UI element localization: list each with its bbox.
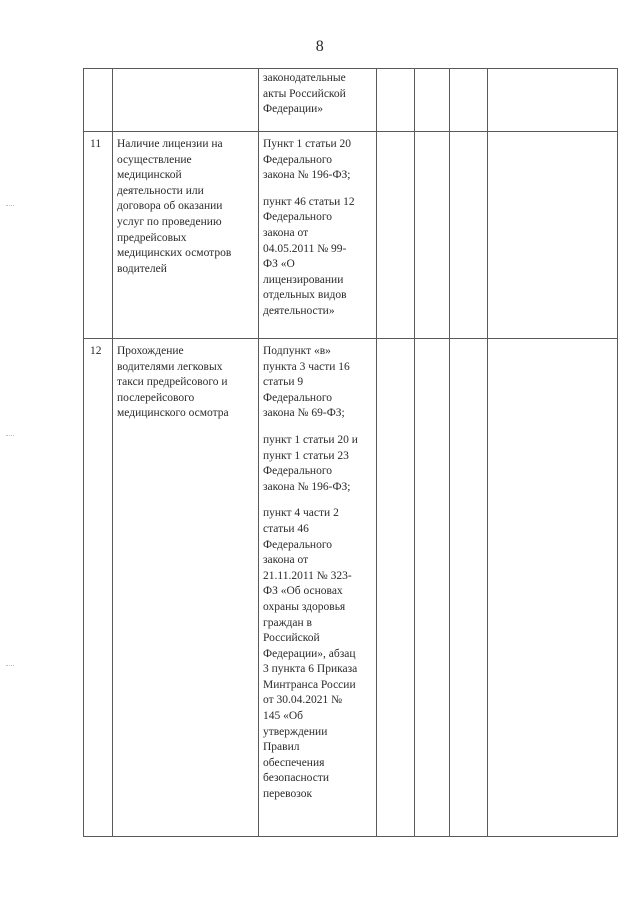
empty-cell [450, 69, 488, 132]
legal-reference: пункт 4 части 2 статьи 46 Федерального закона от 21.11.2011 № 323- ФЗ «Об основах охраны здоровья граждан в Российской Федерации», абзац 3 пункта 6 Приказа Минтранса России от 30.04.2021 № 145 «Об утверждении Правил обеспечения безопасности перевозок [263, 507, 358, 801]
row-number-cell [84, 69, 113, 132]
legal-reference: Пункт 1 статьи 20 Федерального закона № 196-ФЗ; [263, 138, 352, 182]
scan-artifact [6, 435, 14, 439]
requirement-description: Наличие лицензии на осуществление медицинской деятельности или договора об оказании услуг по проведению предрейсовых медицинских осмотров водителей [117, 138, 232, 275]
description-cell [113, 69, 259, 132]
empty-cell [488, 132, 618, 339]
requirement-description: Прохождение водителями легковых такси предрейсового и послерейсового медицинского осмотра [117, 345, 229, 420]
scan-artifact [6, 665, 14, 669]
empty-cell [488, 69, 618, 132]
table-row [84, 339, 618, 837]
empty-cell [377, 132, 415, 339]
empty-cell [450, 339, 488, 837]
empty-cell [488, 339, 618, 837]
description-cell [113, 339, 259, 837]
empty-cell [415, 69, 450, 132]
legal-reference: Подпункт «в» пункта 3 части 16 статьи 9 Федерального закона № 69-ФЗ; [263, 345, 350, 420]
row-number-cell [84, 339, 113, 837]
empty-cell [415, 132, 450, 339]
requirements-table [83, 68, 618, 837]
row-number: 12 [90, 345, 102, 357]
page-number: 8 [315, 38, 325, 55]
empty-cell [377, 69, 415, 132]
legal-reference: пункт 1 статьи 20 и пункт 1 статьи 23 Федерального закона № 196-ФЗ; [263, 433, 358, 493]
legal-reference: пункт 46 статьи 12 Федерального закона от 04.05.2011 № 99- ФЗ «О лицензировании отдельных видов деятельности» [263, 195, 355, 317]
legal-reference-cell [259, 339, 377, 837]
scan-artifact [6, 205, 14, 209]
legal-reference-cell [259, 69, 377, 132]
table-row [84, 69, 618, 132]
empty-cell [415, 339, 450, 837]
row-number: 11 [90, 138, 102, 150]
empty-cell [377, 339, 415, 837]
legal-reference-cell [259, 132, 377, 339]
legal-reference: законодательные акты Российской Федерации» [263, 72, 346, 116]
table-row [84, 132, 618, 339]
row-number-cell [84, 132, 113, 339]
empty-cell [450, 132, 488, 339]
description-cell [113, 132, 259, 339]
